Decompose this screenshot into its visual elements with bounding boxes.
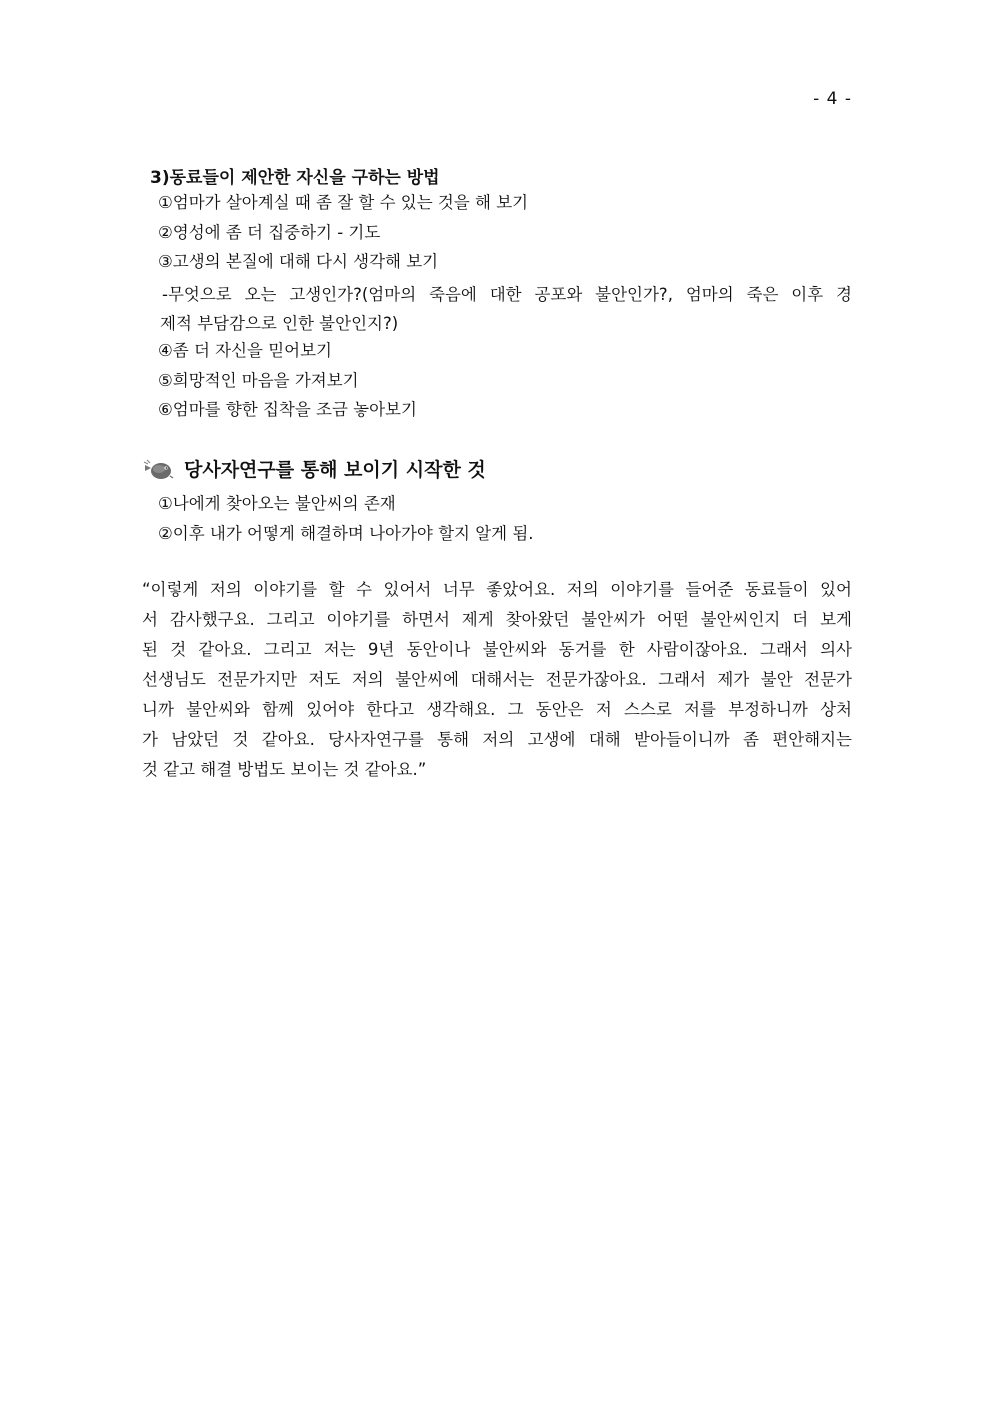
insights-heading — [142, 455, 486, 482]
suggestions-list-continued — [158, 336, 417, 425]
list-item: ②영성에 좀 더 집중하기 - 기도 — [158, 222, 381, 242]
list-item: ⑤희망적인 마음을 가져보기 — [158, 370, 359, 390]
bird-bullet-icon — [142, 456, 174, 482]
list-item: ②이후 내가 어떻게 해결하며 나아가야 할지 알게 됨. — [158, 523, 534, 543]
quote-line: 것 같고 해결 방법도 보이는 것 같아요.” — [142, 760, 427, 779]
quote-line: 선생님도 전문가지만 저도 저의 불안씨에 대해서는 전문가잖아요. 그래서 제가 불안 전문가 — [142, 670, 852, 689]
quote-line: “이렇게 저의 이야기를 할 수 있어서 너무 좋았어요. 저의 이야기를 들어준 동료들이 있어 — [142, 580, 852, 599]
page-number: - 4 - — [813, 89, 852, 109]
quote-line: 니까 불안씨와 함께 있어야 한다고 생각해요. 그 동안은 저 스스로 저를 부정하니까 상처 — [142, 700, 852, 719]
quote-paragraph — [142, 575, 852, 785]
sub-note-line: -무엇으로 오는 고생인가?(엄마의 죽음에 대한 공포와 불안인가?, 엄마의 죽은 이후 경 — [162, 285, 852, 304]
insights-title: 당사자연구를 통해 보이기 시작한 것 — [184, 459, 486, 481]
quote-line: 된 것 같아요. 그리고 저는 9년 동안이나 불안씨와 동거를 한 사람이잖아요. 그래서 의사 — [142, 640, 852, 659]
sub-note-line-continued: 제적 부담감으로 인한 불안인지?) — [160, 314, 399, 333]
suggestions-list — [158, 188, 528, 277]
insights-list — [158, 489, 534, 548]
section-heading: 3)동료들이 제안한 자신을 구하는 방법 — [150, 168, 440, 188]
list-item: ④좀 더 자신을 믿어보기 — [158, 341, 332, 360]
quote-line: 서 감사했구요. 그리고 이야기를 하면서 제게 찾아왔던 불안씨가 어떤 불안씨인지 더 보게 — [142, 610, 852, 629]
list-item: ①엄마가 살아계실 때 좀 잘 할 수 있는 것을 해 보기 — [158, 193, 529, 212]
list-item: ⑥엄마를 향한 집착을 조금 놓아보기 — [158, 400, 417, 419]
list-item: ①나에게 찾아오는 불안씨의 존재 — [158, 494, 396, 513]
quote-line: 가 남았던 것 같아요. 당사자연구를 통해 저의 고생에 대해 받아들이니까 좀 편안해지는 — [142, 730, 852, 749]
list-item: ③고생의 본질에 대해 다시 생각해 보기 — [158, 252, 439, 271]
